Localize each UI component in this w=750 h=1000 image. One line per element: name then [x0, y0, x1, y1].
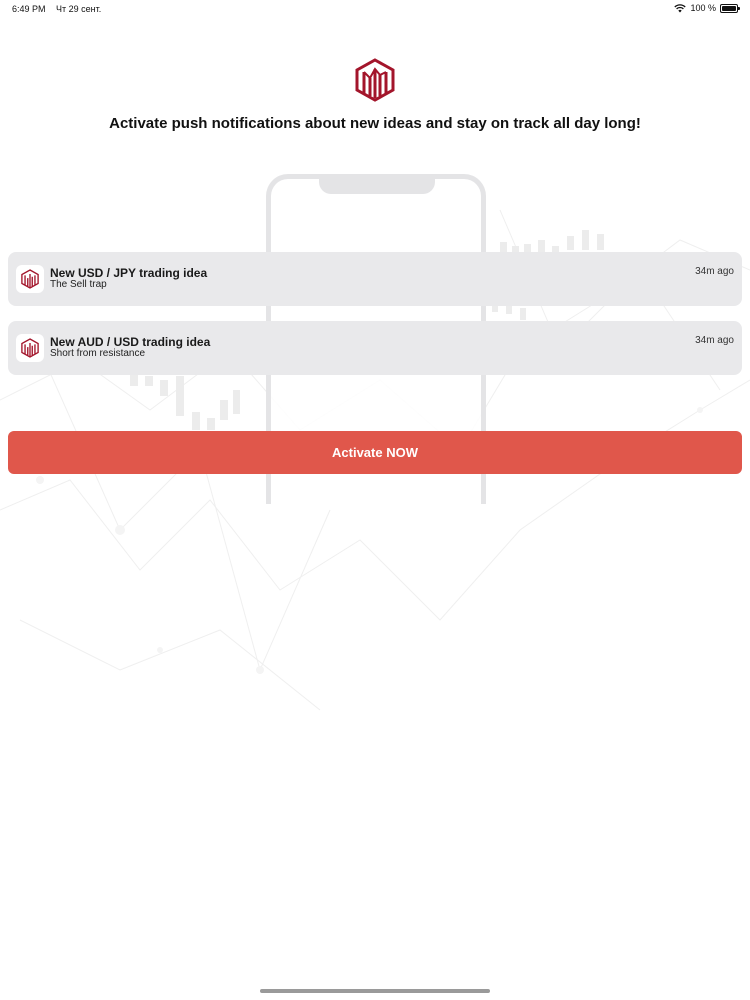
status-time: 6:49 PM: [12, 4, 46, 14]
notification-card: [8, 321, 742, 375]
notification-title: New AUD / USD trading idea: [50, 335, 211, 349]
brand-logo-icon: [355, 58, 395, 102]
notification-title: New USD / JPY trading idea: [50, 266, 208, 280]
phone-notch: [319, 174, 435, 194]
home-indicator[interactable]: [260, 989, 490, 993]
status-right-group: [674, 3, 738, 13]
battery-level: [722, 6, 736, 11]
notification-time: 34m ago: [695, 335, 734, 346]
brand-logo-icon: [16, 334, 44, 362]
notification-card: [8, 252, 742, 306]
battery-percent: 100 %: [690, 3, 716, 13]
status-bar: [0, 0, 750, 18]
activate-now-button[interactable]: Activate NOW: [8, 431, 742, 474]
battery-icon: [720, 4, 738, 13]
notification-subtitle: The Sell trap: [50, 279, 107, 290]
status-date: Чт 29 сент.: [56, 4, 102, 14]
notification-subtitle: Short from resistance: [50, 348, 146, 359]
wifi-icon: [674, 4, 686, 13]
notification-time: 34m ago: [695, 266, 734, 277]
headline: Activate push notifications about new ideas and stay on track all day long!: [109, 115, 641, 132]
brand-logo-icon: [16, 265, 44, 293]
